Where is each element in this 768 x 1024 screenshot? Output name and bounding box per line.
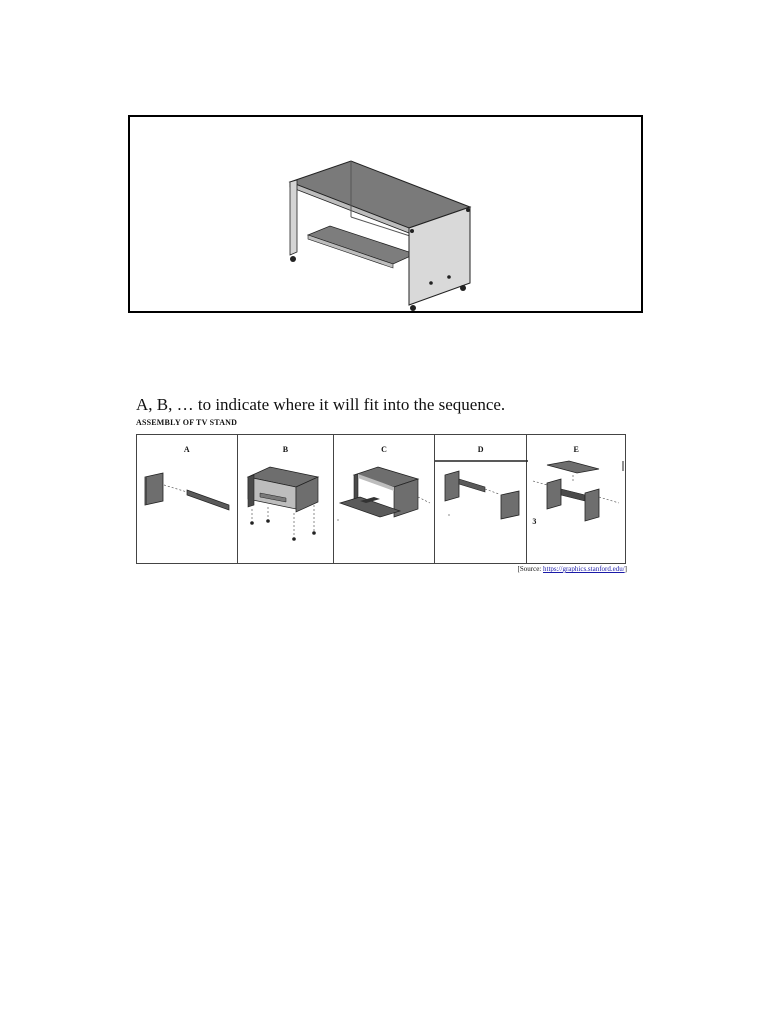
rail-and-second-panel-icon xyxy=(435,457,528,557)
stand-with-lower-shelf-icon xyxy=(334,457,435,557)
assembly-steps-table xyxy=(136,434,626,564)
step-column-a xyxy=(137,435,238,563)
step-label-a: A xyxy=(183,445,190,454)
stand-frame-with-casters-icon xyxy=(238,457,335,557)
source-suffix: ] xyxy=(624,565,627,573)
step-label-e: E xyxy=(573,445,579,454)
table-title: ASSEMBLY OF TV STAND xyxy=(136,418,238,427)
assembled-tv-stand-figure xyxy=(128,115,643,313)
step-label-d: D xyxy=(477,445,484,454)
source-prefix: [Source: xyxy=(517,565,543,573)
tv-stand-illustration-icon xyxy=(130,117,641,311)
instruction-text: A, B, … to indicate where it will fit into the sequence. xyxy=(136,395,506,414)
source-citation xyxy=(0,565,627,573)
step-column-d xyxy=(435,435,528,563)
source-link[interactable]: https://graphics.stanford.edu/ xyxy=(543,565,625,573)
step-column-b xyxy=(238,435,335,563)
step-column-c xyxy=(334,435,435,563)
step-e-number: 3 xyxy=(532,517,537,526)
step-column-e xyxy=(527,435,625,563)
step-label-c: C xyxy=(381,445,387,454)
side-panel-and-rail-icon xyxy=(137,457,238,557)
step-label-b: B xyxy=(282,445,289,454)
top-panel-and-sides-icon xyxy=(527,457,625,557)
